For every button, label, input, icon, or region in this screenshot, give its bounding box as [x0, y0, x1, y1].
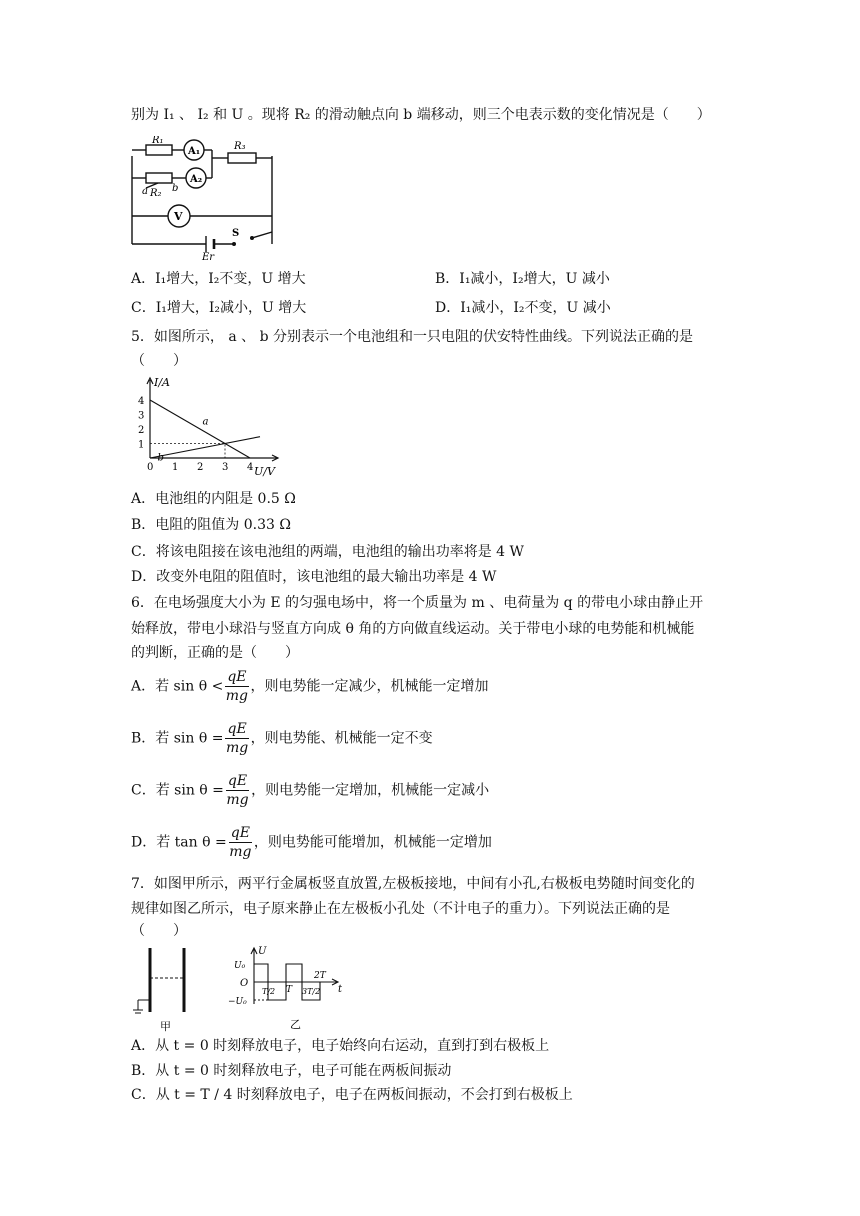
label-er: Er [202, 252, 215, 260]
q4-circuit-figure [128, 136, 276, 260]
label-r2: R₂ [150, 188, 162, 199]
q7-stem-line1: 7．如图甲所示，两平行金属板竖直放置,左极板接地，中间有小孔,右极板电势随时间变化的 [131, 876, 695, 892]
q7-option-b: B．从 t = 0 时刻释放电子，电子可能在两板间振动 [131, 1063, 452, 1079]
y-axis-label: I/A [154, 376, 170, 389]
q6-stem-line2: 始释放，带电小球沿与竖直方向成 θ 角的方向做直线运动。关于带电小球的电势能和机械能 [131, 621, 695, 637]
label-a1: A₁ [188, 146, 201, 157]
q4-stem: 别为 I₁ 、 I₂ 和 U 。现将 R₂ 的滑动触点向 b 端移动，则三个电表示数的变化情况是（ ） [131, 107, 711, 123]
x-tick-label: 1 [172, 462, 179, 473]
fraction: $\frac{qE}{mg}$ [225, 669, 249, 704]
q7-stem-line3: （ ） [131, 923, 187, 939]
label-a2: A₂ [190, 174, 203, 185]
q4-option-d: D．I₁减小，I₂不变，U 减小 [435, 300, 611, 316]
fraction: $\frac{qE}{mg}$ [226, 773, 249, 808]
q6-option-a: A．若 sin θ < $\frac{qE}{mg}$ ，则电势能一定减少，机械能一定增加 [131, 669, 489, 704]
label-r1: R₁ [152, 136, 164, 146]
x-tick-label: 4 [247, 462, 254, 473]
x-axis-label: U/V [254, 465, 275, 478]
label-v: V [174, 210, 183, 223]
q4-option-b: B．I₁减小，I₂增大，U 减小 [435, 271, 610, 287]
label-o: O [240, 978, 249, 989]
q7-figure-yi [228, 942, 348, 1034]
label-s: S [232, 228, 240, 239]
label-2t: 2T [314, 971, 326, 981]
x-tick-label: 3 [222, 462, 229, 473]
q6-option-b: B．若 sin θ = $\frac{qE}{mg}$ ，则电势能、机械能一定不变 [131, 721, 433, 756]
label-r3: R₃ [234, 141, 246, 152]
q5-stem-line1: 5．如图所示， a 、 b 分别表示一个电池组和一只电阻的伏安特性曲线。下列说法正确的是 [131, 329, 694, 345]
series-label-a: a [202, 416, 209, 428]
label-jia: 甲 [160, 1020, 171, 1033]
y-tick-label: 3 [138, 410, 145, 422]
q6-stem-line1: 6．在电场强度大小为 E 的匀强电场中，将一个质量为 m 、电荷量为 q 的带电小球由静止开 [131, 595, 704, 611]
q5-option-b: B．电阻的阻值为 0.33 Ω [131, 517, 291, 533]
label-a: a [142, 186, 148, 197]
q6-option-d: D．若 tan θ = $\frac{qE}{mg}$ ，则电势能可能增加，机械能一定增加 [131, 825, 492, 860]
label-u0: U₀ [234, 961, 246, 971]
q5-option-c: C．将该电阻接在该电池组的两端，电池组的输出功率将是 4 W [131, 544, 524, 560]
series-label-b: b [157, 452, 164, 464]
x-tick-label: 0 [147, 462, 154, 473]
q7-figure-jia [128, 944, 198, 1034]
label-t-half: T/2 [262, 987, 276, 996]
y-tick-label: 1 [138, 439, 145, 451]
q4-option-a: A．I₁增大，I₂不变，U 增大 [131, 271, 306, 287]
q7-option-a: A．从 t = 0 时刻释放电子，电子始终向右运动，直到打到右极板上 [131, 1038, 550, 1054]
q4-option-c: C．I₁增大，I₂减小，U 增大 [131, 300, 307, 316]
q5-option-d: D．改变外电阻的阻值时，该电池组的最大输出功率是 4 W [131, 569, 497, 585]
q7-stem-line2: 规律如图乙所示，电子原来静止在左极板小孔处（不计电子的重力）。下列说法正确的是 [131, 901, 670, 917]
label-neg-u0: −U₀ [228, 997, 247, 1007]
label-3t-half: 3T/2 [302, 987, 321, 996]
label-t-full: T [286, 985, 293, 995]
q5-iv-chart [128, 372, 288, 484]
label-yi: 乙 [290, 1018, 301, 1031]
fraction: $\frac{qE}{mg}$ [225, 721, 249, 756]
label-t: t [338, 984, 343, 995]
q6-stem-line3: 的判断，正确的是（ ） [131, 645, 299, 661]
q5-stem-line2: （ ） [131, 353, 187, 369]
fraction: $\frac{qE}{mg}$ [229, 825, 252, 860]
y-tick-label: 4 [138, 396, 145, 407]
q5-option-a: A．电池组的内阻是 0.5 Ω [131, 491, 296, 507]
q7-option-c: C．从 t = T / 4 时刻释放电子，电子在两板间振动，不会打到右极板上 [131, 1087, 573, 1103]
x-tick-label: 2 [197, 462, 204, 473]
q6-option-c: C．若 sin θ = $\frac{qE}{mg}$ ，则电势能一定增加，机械能一定减小 [131, 773, 490, 808]
label-b: b [172, 183, 179, 194]
series-line-a [150, 400, 250, 458]
label-u: U [258, 946, 267, 957]
y-tick-label: 2 [138, 425, 145, 436]
